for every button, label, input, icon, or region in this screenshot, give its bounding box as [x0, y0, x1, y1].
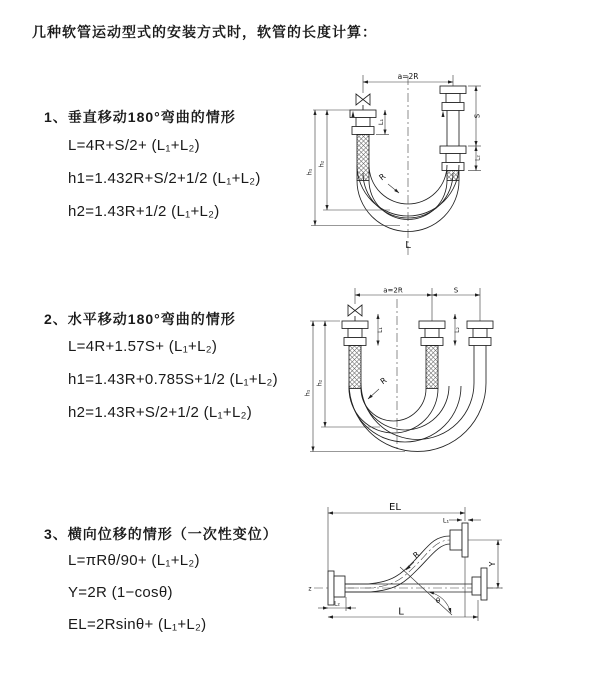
- section1-formula-h1: h1=1.432R+S/2+1/2 (L₁+L₂): [68, 170, 261, 187]
- dimension-s: [468, 86, 482, 171]
- centerline-mark: z: [308, 585, 312, 593]
- angle-theta: [400, 567, 452, 615]
- u-bend-hose-arcs: [349, 383, 486, 451]
- section1-formula-h2: h2=1.43R+1/2 (L₁+L₂): [68, 203, 220, 220]
- dim-label-l1: L₁: [377, 327, 384, 333]
- section3-formula-EL: EL=2Rsinθ+ (L₁+L₂): [68, 616, 207, 633]
- section2-formula-h1: h1=1.43R+0.785S+1/2 (L₁+L₂): [68, 371, 278, 388]
- dim-label-a2r: a=2R: [383, 286, 403, 295]
- right-flange-fitting-upper: [440, 86, 466, 111]
- dim-label-l: L: [398, 606, 404, 618]
- dim-label-r: R: [411, 549, 422, 561]
- braided-hose-left: [349, 346, 361, 389]
- dimension-h1-h2: [306, 110, 445, 226]
- dim-label-r: R: [378, 375, 389, 387]
- dim-label-l2: L₂: [334, 600, 340, 608]
- dimension-a2r-s: [355, 287, 480, 322]
- section1-formula-L: L=4R+S/2+ (L₁+L₂): [68, 137, 200, 154]
- dim-label-s: S: [453, 286, 459, 295]
- dim-label-r: R: [377, 171, 388, 183]
- diagram-horizontal-180-bend: [305, 283, 570, 458]
- dim-label-l2: L₂: [454, 327, 461, 333]
- top-flange-fitting-moved: [450, 523, 468, 557]
- valve-icon: [356, 94, 370, 110]
- section2-heading: 2、水平移动180°弯曲的情形: [44, 311, 236, 327]
- section2-formula-L: L=4R+1.57S+ (L₁+L₂): [68, 338, 218, 355]
- dimension-l: [328, 600, 478, 621]
- middle-flange-fitting: [419, 321, 445, 389]
- page-title: 几种软管运动型式的安装方式时，软管的长度计算：: [32, 24, 377, 40]
- dim-label-theta: θ: [435, 597, 441, 605]
- dim-label-h2: h₂: [317, 160, 326, 168]
- dim-label-s: S: [473, 113, 482, 119]
- diagram-vertical-180-bend: [305, 60, 570, 265]
- dimension-l2: [454, 314, 461, 346]
- dim-label-l2: L₂: [474, 155, 482, 161]
- dim-label-l1: L₁: [442, 516, 450, 525]
- left-flange-fitting: [350, 110, 376, 181]
- right-flange-fitting: [472, 568, 487, 600]
- diagram-lateral-offset: [298, 493, 598, 658]
- dim-label-l1: L₁: [377, 118, 385, 126]
- dimension-l1: [377, 314, 384, 346]
- radius-callout: [377, 172, 399, 193]
- dimension-l2: [318, 597, 356, 611]
- braided-hose-middle: [426, 346, 438, 389]
- valve-icon: [348, 305, 362, 321]
- dim-label-h1: h₁: [305, 168, 314, 176]
- section1-heading: 1、垂直移动180°弯曲的情形: [44, 109, 236, 125]
- dimension-l1: [376, 110, 389, 135]
- dim-label-h1: h₁: [303, 389, 312, 397]
- dim-label-y: Y: [488, 561, 497, 567]
- section2-formula-h2: h2=1.43R+S/2+1/2 (L₁+L₂): [68, 404, 253, 421]
- right-flange-fitting-moved: [467, 321, 493, 383]
- dim-label-el: EL: [389, 502, 401, 513]
- dim-label-a2r: a=2R: [397, 72, 419, 81]
- dim-label-l: L: [405, 240, 411, 251]
- section3-formula-L: L=πRθ/90+ (L₁+L₂): [68, 552, 200, 569]
- dim-label-h2: h₂: [315, 379, 324, 387]
- section3-formula-Y: Y=2R (1−cosθ): [68, 584, 173, 601]
- left-flange-fitting: [342, 321, 368, 389]
- section3-heading: 3、横向位移的情形（一次性变位）: [44, 526, 278, 542]
- radius-callout: [368, 375, 389, 399]
